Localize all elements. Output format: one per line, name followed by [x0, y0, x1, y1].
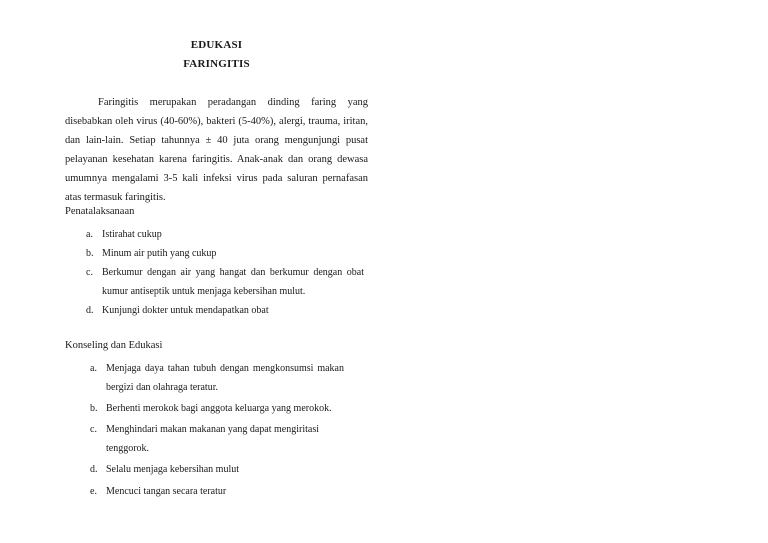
list-item — [65, 359, 368, 397]
list-item-text: Berkumur dengan air yang hangat dan berkumur dengan obat kumur antiseptik untuk menjaga kebersihan mulut. — [102, 267, 364, 298]
list-item — [65, 399, 368, 418]
list-marker: b. — [86, 248, 94, 260]
intro-paragraph: Faringitis merupakan peradangan dinding faring yang disebabkan oleh virus (40-60%), bakteri (5-40%), alergi, trauma, iritan, dan lain-lain. Setiap tahunnya ± 40 juta orang mengunjungi pusat pelayanan kesehatan karena faringitis. Anak-anak dan orang dewasa umumnya mengalami 3-5 kali infeksi virus pada saluran pernafasan atas termasuk faringitis. — [65, 97, 368, 204]
list-marker: c. — [90, 424, 97, 436]
list-marker: e. — [90, 485, 97, 497]
list-item-text: Menghindari makan makanan yang dapat mengiritasi tenggorok. — [106, 424, 319, 455]
section-heading-penatalaksanaan: Penatalaksanaan — [65, 206, 135, 217]
list-item-text: Minum air putih yang cukup — [102, 248, 217, 260]
list-marker: d. — [86, 305, 94, 317]
title-line-2: FARINGITIS — [183, 58, 250, 70]
list-item — [65, 244, 368, 263]
list-item — [65, 460, 368, 479]
list-item-text: Kunjungi dokter untuk mendapatkan obat — [102, 305, 269, 317]
list-marker: c. — [86, 267, 93, 279]
list-marker: d. — [90, 464, 98, 476]
list-marker: a. — [86, 229, 93, 240]
list-marker: a. — [90, 363, 97, 374]
list-item-text: Menjaga daya tahan tubuh dengan mengkonsumsi makan bergizi dan olahraga teratur. — [106, 363, 344, 394]
list-item-text: Mencuci tangan secara teratur — [106, 485, 227, 497]
penatalaksanaan-list — [65, 225, 368, 320]
list-item-text: Berhenti merokok bagi anggota keluarga yang merokok. — [106, 403, 332, 415]
list-item-text: Istirahat cukup — [102, 229, 162, 240]
list-item — [65, 482, 368, 501]
list-item — [65, 301, 368, 320]
list-item — [65, 225, 368, 244]
konseling-list — [65, 359, 368, 501]
list-item — [65, 263, 368, 301]
list-item — [65, 420, 368, 458]
title-line-1: EDUKASI — [190, 39, 243, 51]
list-marker: b. — [90, 403, 98, 415]
list-item-text: Selalu menjaga kebersihan mulut — [106, 464, 240, 476]
section-heading-konseling: Konseling dan Edukasi — [65, 340, 163, 351]
